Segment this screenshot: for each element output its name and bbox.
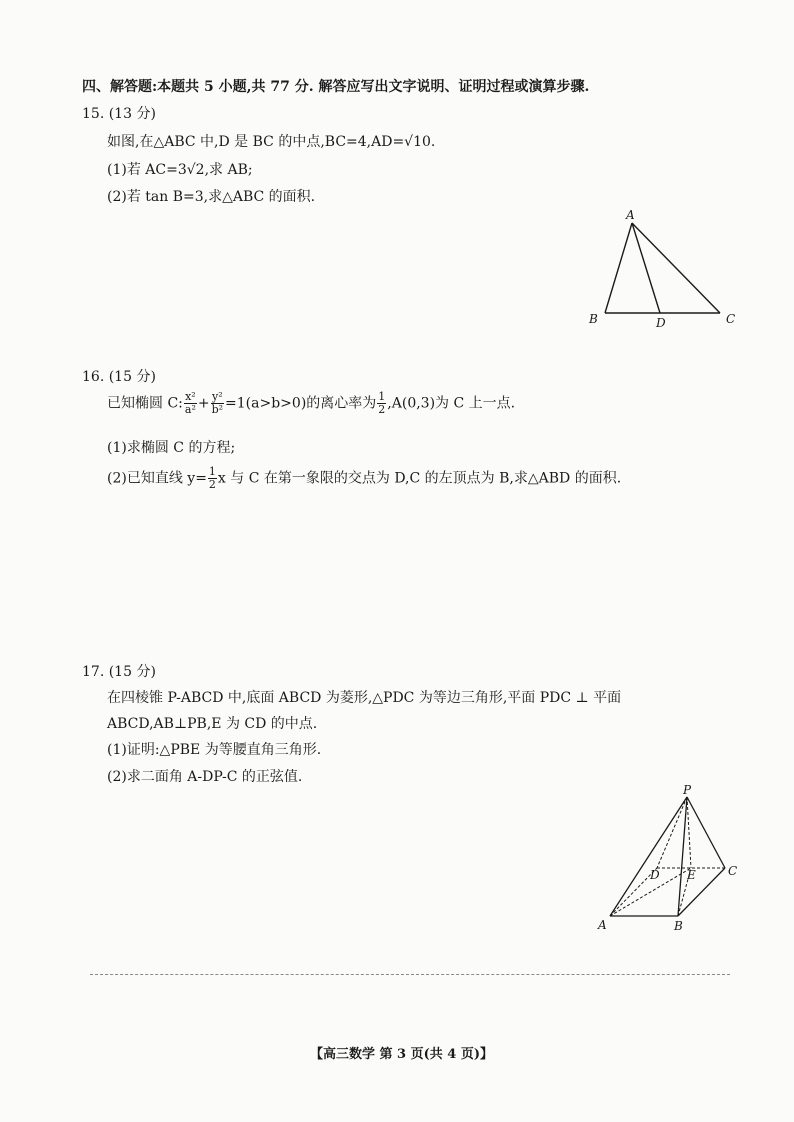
stem-post: ,A(0,3)为 C 上一点. <box>387 395 516 412</box>
problem-16-stem: 已知椭圆 C: $\frac{\text{x²}}{\text{a²}}$ + $\frac{\text{y²}}{\text{b²}}$ =1(a>b>0)的离心率为 $\frac{1}{2}$ ,A(0,3)为 C 上一点. <box>107 390 516 416</box>
label-a: A <box>626 208 635 222</box>
problem-17-number: 17. (15 分) <box>82 664 156 680</box>
page-footer: 【高三数学 第 3 页(共 4 页)】 <box>310 1047 494 1062</box>
edge-pa <box>610 797 687 916</box>
edge-ab <box>605 223 632 313</box>
edge-pb <box>678 797 687 916</box>
label-e: E <box>687 868 696 882</box>
label-a: A <box>598 918 607 932</box>
label-d: D <box>656 316 666 330</box>
problem-17-question-2: (2)求二面角 A-DP-C 的正弦值. <box>107 769 303 785</box>
problem-17-stem-line-2: ABCD,AB⊥PB,E 为 CD 的中点. <box>107 716 318 732</box>
stem-pre: 已知椭圆 C: <box>107 395 183 412</box>
label-p: P <box>683 783 692 797</box>
label-b: B <box>674 919 683 933</box>
problem-16-number: 16. (15 分) <box>82 369 156 385</box>
pyramid-figure <box>590 783 750 933</box>
fraction-eccentricity: $\frac{1}{2}$ <box>378 390 386 416</box>
problem-17-question-1: (1)证明:△PBE 为等腰直角三角形. <box>107 742 322 758</box>
problem-15-question-2: (2)若 tan B=3,求△ABC 的面积. <box>107 189 316 205</box>
section-title: 四、解答题:本题共 5 小题,共 77 分. 解答应写出文字说明、证明过程或演算步骤. <box>82 79 590 95</box>
problem-15-question-1: (1)若 AC=3√2,求 AB; <box>107 162 253 178</box>
stem-mid: =1(a>b>0)的离心率为 <box>225 395 377 412</box>
label-b: B <box>589 312 598 326</box>
problem-15-stem: 如图,在△ABC 中,D 是 BC 的中点,BC=4,AD=√10. <box>107 134 436 150</box>
fraction-slope: $\frac{1}{2}$ <box>208 465 216 491</box>
problem-17-stem-line-1: 在四棱锥 P-ABCD 中,底面 ABCD 为菱形,△PDC 为等边三角形,平面 PDC ⊥ 平面 <box>107 690 622 706</box>
label-c: C <box>726 312 736 326</box>
label-d: D <box>650 868 660 882</box>
edge-ac <box>632 223 720 313</box>
segment-pe <box>687 797 691 868</box>
triangle-abc-figure <box>580 205 750 335</box>
problem-16-question-2: (2)已知直线 y= $\frac{1}{2}$ x 与 C 在第一象限的交点为 D,C 的左顶点为 B,求△ABD 的面积. <box>107 465 622 491</box>
fraction-y: $\frac{\text{y²}}{\text{b²}}$ <box>211 390 224 416</box>
fraction-x: $\frac{\text{x²}}{\text{a²}}$ <box>184 390 196 416</box>
edge-pc <box>687 797 725 868</box>
problem-16-question-1: (1)求椭圆 C 的方程; <box>107 440 236 456</box>
edge-bc <box>678 868 725 916</box>
problem-15-number: 15. (13 分) <box>82 106 156 122</box>
label-c: C <box>728 864 738 878</box>
page-divider <box>90 974 730 975</box>
